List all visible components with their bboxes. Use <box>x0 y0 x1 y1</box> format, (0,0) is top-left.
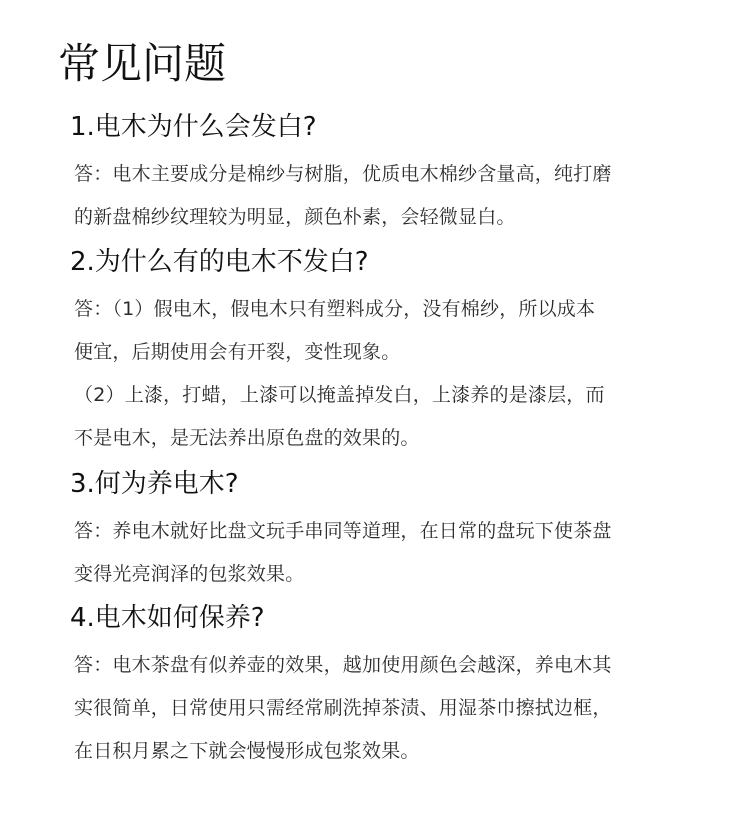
faq-question-4: 4.电木如何保养? <box>70 603 265 633</box>
faq-answer-1-line-2: 的新盘棉纱纹理较为明显，颜色朴素，会轻微显白。 <box>74 206 516 228</box>
faq-answer-3-line-2: 变得光亮润泽的包浆效果。 <box>74 563 305 585</box>
faq-question-3: 3.何为养电木? <box>70 469 239 499</box>
page-title: 常见问题 <box>58 39 227 88</box>
faq-answer-2-line-1: 答：（1）假电木，假电木只有塑料成分，没有棉纱，所以成本 <box>74 298 596 320</box>
faq-answer-2-line-2: 便宜，后期使用会有开裂，变性现象。 <box>74 341 401 363</box>
faq-answer-4-line-3: 在日积月累之下就会慢慢形成包浆效果。 <box>74 740 420 762</box>
faq-answer-4-line-2: 实很简单，日常使用只需经常刷洗掉茶渍、用湿茶巾擦拭边框， <box>74 697 612 719</box>
faq-answer-3-line-1: 答：养电木就好比盘文玩手串同等道理，在日常的盘玩下使茶盘 <box>74 520 612 542</box>
faq-question-2: 2.为什么有的电木不发白? <box>70 247 369 277</box>
faq-answer-1-line-1: 答：电木主要成分是棉纱与树脂，优质电木棉纱含量高，纯打磨 <box>74 163 612 185</box>
faq-question-1: 1.电木为什么会发白? <box>70 112 317 142</box>
faq-answer-4-line-1: 答：电木茶盘有似养壶的效果，越加使用颜色会越深，养电木其 <box>74 654 612 676</box>
faq-answer-2-line-4: 不是电木，是无法养出原色盘的效果的。 <box>74 427 420 449</box>
faq-answer-2-line-3: （2）上漆，打蜡，上漆可以掩盖掉发白，上漆养的是漆层，而 <box>74 384 605 406</box>
